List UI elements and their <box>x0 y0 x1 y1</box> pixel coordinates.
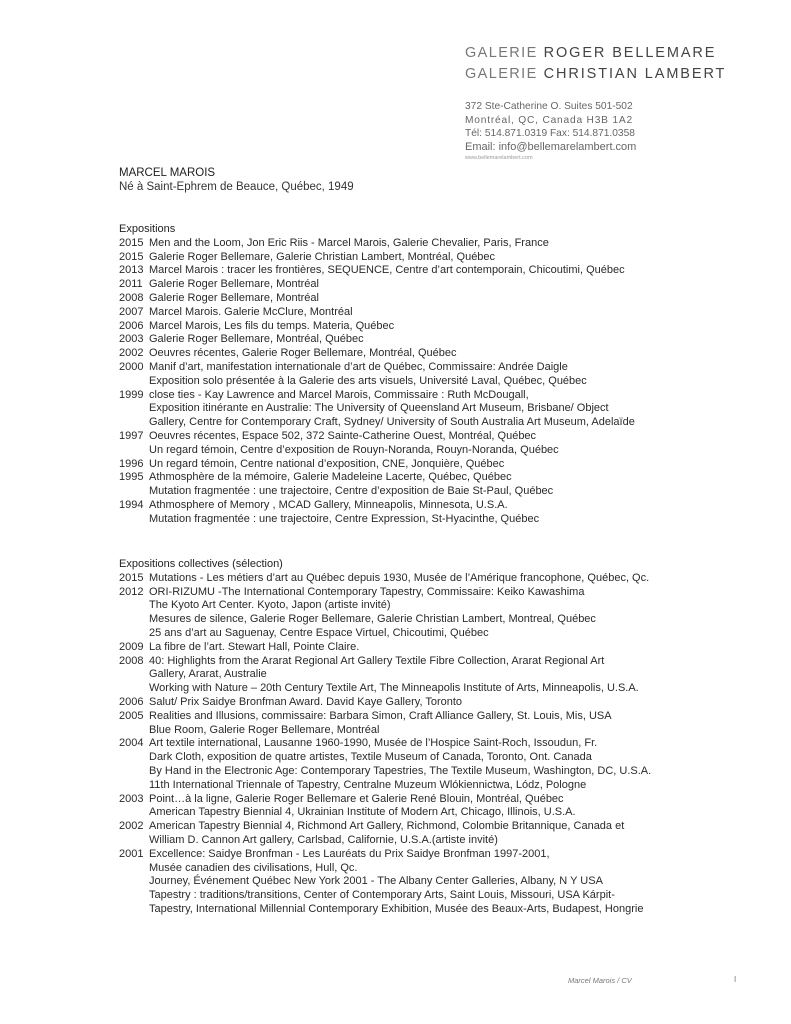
exhibition-year: 2013 <box>119 264 144 277</box>
address-block <box>465 100 636 162</box>
exhibition-entry <box>119 793 651 821</box>
exhibition-lines <box>149 848 643 917</box>
exhibition-line: 25 ans d’art au Saguenay, Centre Espace Virtuel, Chicoutimi, Québec <box>149 626 489 639</box>
exhibition-lines <box>149 320 394 334</box>
exhibition-year: 2006 <box>119 319 144 332</box>
exhibition-entry <box>119 572 651 586</box>
exhibition-line: Marcel Marois. Galerie McClure, Montréal <box>149 305 353 318</box>
exhibition-entry <box>119 264 635 278</box>
exhibition-entry <box>119 848 651 917</box>
exhibition-lines <box>149 292 319 306</box>
exhibition-line: Mutations - Les métiers d’art au Québec depuis 1930, Musée de l’Amérique francophone, Québec, Qc. <box>149 571 650 584</box>
exhibition-year: 2009 <box>119 640 144 653</box>
exhibition-lines <box>149 471 553 499</box>
exhibition-lines <box>149 737 651 792</box>
exhibition-lines <box>149 499 539 527</box>
exhibition-lines <box>149 264 625 278</box>
solo-list <box>119 237 635 527</box>
exhibition-year: 1995 <box>119 471 144 484</box>
exhibition-line: Musée canadien des civilisations, Hull, Qc. <box>149 861 358 874</box>
exhibition-year: 2004 <box>119 737 144 750</box>
exhibition-line: Marcel Marois : tracer les frontières, SEQUENCE, Centre d’art contemporain, Chicoutimi, Québec <box>149 264 625 277</box>
exhibition-year: 2000 <box>119 360 144 373</box>
exhibition-lines <box>149 586 596 641</box>
exhibition-entry <box>119 292 635 306</box>
exhibition-entry <box>119 320 635 334</box>
exhibition-lines <box>149 389 635 430</box>
exhibition-line: Mutation fragmentée : une trajectoire, Centre d’exposition de Baie St-Paul, Québec <box>149 485 554 498</box>
exhibition-line: Art textile international, Lausanne 1960-1990, Musée de l’Hospice Saint-Roch, Issoudun, Fr. <box>149 737 598 750</box>
exhibition-entry <box>119 389 635 430</box>
exhibition-entry <box>119 696 651 710</box>
artist-info <box>119 166 354 194</box>
exhibition-year: 1996 <box>119 457 144 470</box>
exhibition-entry <box>119 347 635 361</box>
exhibition-line: Salut/ Prix Saidye Bronfman Award. David Kaye Gallery, Toronto <box>149 695 463 708</box>
email: Email: info@bellemarelambert.com <box>465 140 637 153</box>
exhibition-entry <box>119 820 651 848</box>
exhibition-lines <box>149 641 359 655</box>
exhibition-entry <box>119 306 635 320</box>
exhibition-lines <box>149 430 559 458</box>
exhibition-line: 11th International Triennale of Tapestry, Centralne Muzeum Wlókiennictwa, Lódz, Pologne <box>149 778 587 791</box>
group-exhibitions <box>119 558 651 917</box>
exhibition-line: Galerie Roger Bellemare, Montréal <box>149 278 319 291</box>
exhibition-line: Journey, Événement Québec New York 2001 - The Albany Center Galleries, Albany, N Y USA <box>149 875 603 888</box>
phone-fax: Tél: 514.871.0319 Fax: 514.871.0358 <box>465 128 635 140</box>
exhibition-year: 1994 <box>119 498 144 511</box>
address-city: Montréal, QC, Canada H3B 1A2 <box>465 114 633 126</box>
exhibition-lines <box>149 306 353 320</box>
artist-name: MARCEL MAROIS <box>119 167 216 179</box>
exhibition-line: American Tapestry Biennial 4, Richmond Art Gallery, Richmond, Colombie Britannique, Canada et <box>149 820 625 833</box>
exhibition-lines <box>149 572 649 586</box>
exhibition-entry <box>119 499 635 527</box>
exhibition-entry <box>119 458 635 472</box>
exhibition-line: Oeuvres récentes, Galerie Roger Bellemare, Montréal, Québec <box>149 347 457 360</box>
gallery-prefix: GALERIE <box>465 45 538 61</box>
exhibition-year: 2008 <box>119 291 144 304</box>
exhibition-year: 1999 <box>119 388 144 401</box>
exhibition-lines <box>149 278 319 292</box>
exhibition-entry <box>119 655 651 696</box>
exhibition-line: The Kyoto Art Center. Kyoto, Japon (artiste invité) <box>149 599 391 612</box>
exhibition-entry <box>119 237 635 251</box>
gallery-header <box>465 43 785 85</box>
exhibition-line: Athmosphere of Memory , MCAD Gallery, Minneapolis, Minnesota, U.S.A. <box>149 498 508 511</box>
exhibition-line: Athmosphère de la mémoire, Galerie Madeleine Lacerte, Québec, Québec <box>149 471 512 484</box>
exhibition-lines <box>149 793 576 821</box>
exhibition-entry <box>119 586 651 641</box>
exhibition-year: 2006 <box>119 695 144 708</box>
exhibition-line: Un regard témoin, Centre national d’exposition, CNE, Jonquière, Québec <box>149 457 505 470</box>
exhibition-line: Excellence: Saidye Bronfman - Les Lauréats du Prix Saidye Bronfman 1997-2001, <box>149 847 550 860</box>
exhibition-line: Realities and Illusions, commissaire: Barbara Simon, Craft Alliance Gallery, St. Louis, Mis, USA <box>149 709 612 722</box>
gallery-prefix: GALERIE <box>465 66 538 82</box>
exhibition-year: 2003 <box>119 792 144 805</box>
exhibition-year: 2003 <box>119 333 144 346</box>
exhibition-line: close ties - Kay Lawrence and Marcel Marois, Commissaire : Ruth McDougall, <box>149 388 529 401</box>
exhibition-year: 1997 <box>119 429 144 442</box>
exhibition-year: 2002 <box>119 820 144 833</box>
exhibition-entry <box>119 251 635 265</box>
exhibition-year: 2008 <box>119 654 144 667</box>
exhibition-line: Mesures de silence, Galerie Roger Bellemare, Galerie Christian Lambert, Montreal, Québec <box>149 613 596 626</box>
exhibition-line: Point…à la ligne, Galerie Roger Bellemare et Galerie René Blouin, Montréal, Québec <box>149 792 564 805</box>
exhibition-lines <box>149 333 364 347</box>
exhibition-line: Un regard témoin, Centre d’exposition de Rouyn-Noranda, Rouyn-Noranda, Québec <box>149 443 559 456</box>
address-street: 372 Ste-Catherine O. Suites 501-502 <box>465 101 633 112</box>
exhibition-lines <box>149 820 624 848</box>
exhibition-line: Galerie Roger Bellemare, Montréal <box>149 291 319 304</box>
exhibition-lines <box>149 458 504 472</box>
gallery-christian-lambert <box>465 64 785 85</box>
exhibition-year: 2015 <box>119 571 144 584</box>
exhibition-line: Galerie Roger Bellemare, Galerie Christian Lambert, Montréal, Québec <box>149 250 496 263</box>
section-heading: Expositions <box>119 223 176 235</box>
exhibition-year: 2007 <box>119 305 144 318</box>
exhibition-entry <box>119 333 635 347</box>
exhibition-year: 2002 <box>119 347 144 360</box>
website: www.bellemarelambert.com <box>465 155 533 162</box>
exhibition-line: Dark Cloth, exposition de quatre artistes, Textile Museum of Canada, Toronto, Ont. Canada <box>149 751 592 764</box>
exhibition-year: 2015 <box>119 236 144 249</box>
section-heading: Expositions collectives (sélection) <box>119 558 283 570</box>
exhibition-line: By Hand in the Electronic Age: Contemporary Tapestries, The Textile Museum, Washington, DC, U.S.A. <box>149 764 652 777</box>
exhibition-year: 2005 <box>119 709 144 722</box>
exhibition-entry <box>119 710 651 738</box>
exhibition-line: Working with Nature – 20th Century Textile Art, The Minneapolis Institute of Arts, Minneapolis, U.S.A. <box>149 682 639 695</box>
page-number: I <box>734 975 737 984</box>
exhibition-entry <box>119 471 635 499</box>
exhibition-line: Gallery, Ararat, Australie <box>149 668 267 681</box>
exhibition-line: 40: Highlights from the Ararat Regional Art Gallery Textile Fibre Collection, Ararat Regional Art <box>149 654 605 667</box>
exhibition-line: William D. Cannon Art gallery, Carlsbad, Californie, U.S.A.(artiste invité) <box>149 833 498 846</box>
exhibition-line: Exposition itinérante en Australie: The University of Queensland Art Museum, Brisbane/ Object <box>149 402 609 415</box>
artist-birth: Né à Saint-Ephrem de Beauce, Québec, 1949 <box>119 181 354 193</box>
exhibition-line: American Tapestry Biennial 4, Ukrainian Institute of Modern Art, Chicago, Illinois, U.S.A. <box>149 806 576 819</box>
gallery-roger-bellemare <box>465 43 785 64</box>
exhibition-entry <box>119 737 651 792</box>
exhibition-line: Gallery, Centre for Contemporary Craft, Sydney/ University of South Australia Art Museum, Adelaïde <box>149 416 635 429</box>
exhibition-lines <box>149 361 587 389</box>
exhibition-line: Exposition solo présentée à la Galerie des arts visuels, Université Laval, Québec, Québec <box>149 374 587 387</box>
exhibition-year: 2012 <box>119 585 144 598</box>
exhibition-line: ORI-RIZUMU -The International Contemporary Tapestry, Commissaire: Keiko Kawashima <box>149 585 585 598</box>
exhibition-lines <box>149 347 457 361</box>
exhibition-line: Marcel Marois, Les fils du temps. Materia, Québec <box>149 319 395 332</box>
footer-label: Marcel Marois / CV <box>568 976 632 985</box>
exhibition-lines <box>149 710 612 738</box>
exhibition-line: Mutation fragmentée : une trajectoire, Centre Expression, St-Hyacinthe, Québec <box>149 512 540 525</box>
exhibition-line: La fibre de l’art. Stewart Hall, Pointe Claire. <box>149 640 360 653</box>
exhibition-year: 2011 <box>119 278 143 291</box>
gallery-name: CHRISTIAN LAMBERT <box>543 66 727 82</box>
group-list <box>119 572 651 917</box>
exhibition-year: 2015 <box>119 250 144 263</box>
gallery-name: ROGER BELLEMARE <box>543 45 717 61</box>
exhibition-line: Tapestry : traditions/transitions, Center of Contemporary Arts, Saint Louis, Missouri, USA Kárpit- <box>149 889 615 902</box>
exhibition-line: Men and the Loom, Jon Eric Riis - Marcel Marois, Galerie Chevalier, Paris, France <box>149 236 549 249</box>
exhibition-line: Galerie Roger Bellemare, Montréal, Québec <box>149 333 364 346</box>
exhibition-entry <box>119 278 635 292</box>
exhibition-line: Manif d’art, manifestation internationale d’art de Québec, Commissaire: Andrée Daigle <box>149 360 568 373</box>
exhibition-line: Blue Room, Galerie Roger Bellemare, Montréal <box>149 723 380 736</box>
exhibition-entry <box>119 361 635 389</box>
exhibition-lines <box>149 251 495 265</box>
exhibition-line: Tapestry, International Millennial Contemporary Exhibition, Musée des Beaux-Arts, Budapest, Hongrie <box>149 902 644 915</box>
solo-exhibitions <box>119 223 635 527</box>
exhibition-lines <box>149 237 549 251</box>
exhibition-entry <box>119 430 635 458</box>
exhibition-lines <box>149 655 639 696</box>
exhibition-line: Oeuvres récentes, Espace 502, 372 Sainte-Catherine Ouest, Montréal, Québec <box>149 429 537 442</box>
exhibition-entry <box>119 641 651 655</box>
exhibition-lines <box>149 696 462 710</box>
exhibition-year: 2001 <box>119 847 144 860</box>
